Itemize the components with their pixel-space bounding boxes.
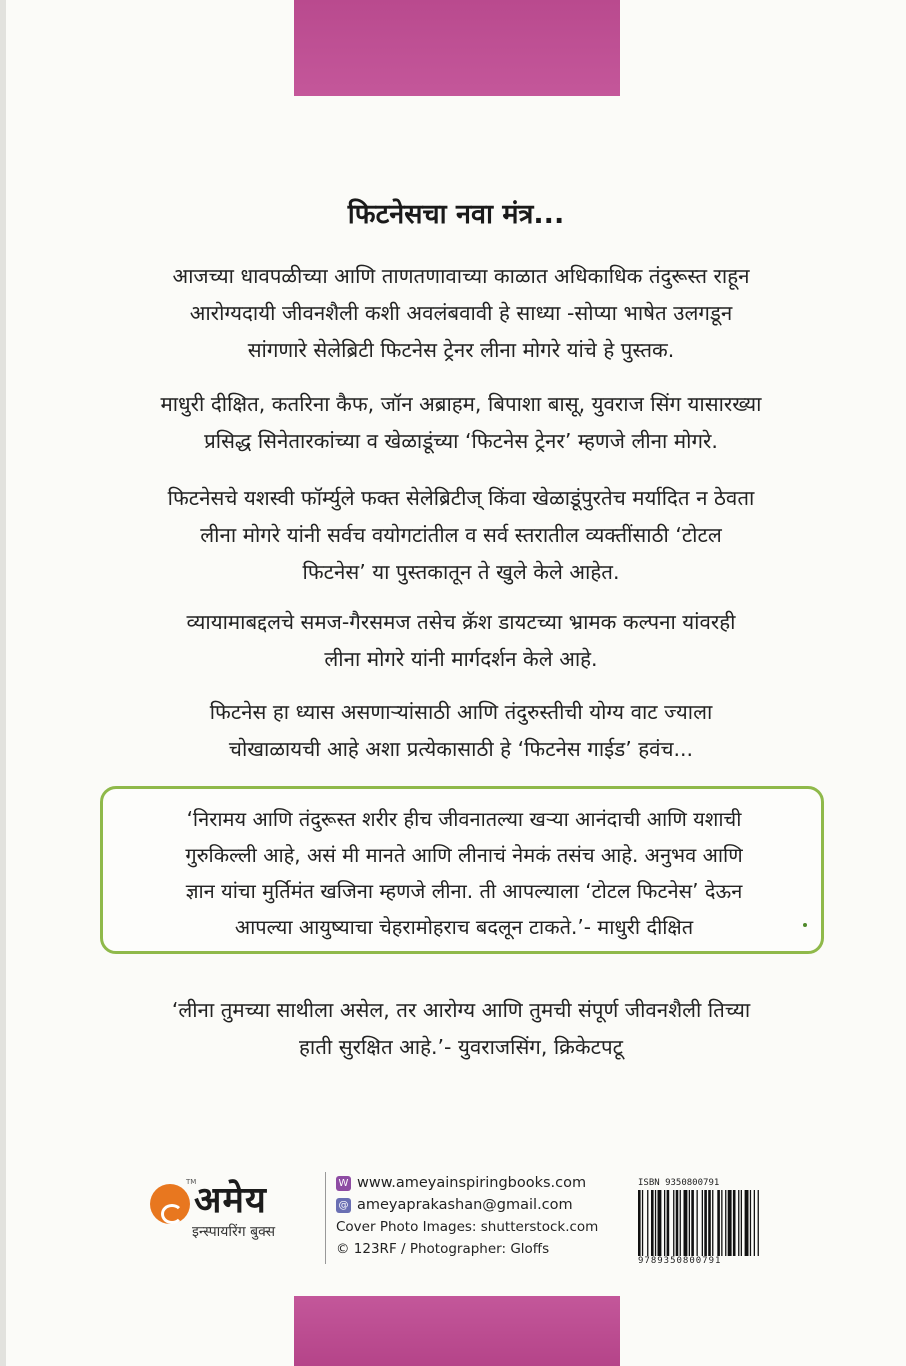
barcode-bar xyxy=(725,1190,726,1256)
isbn-barcode-block xyxy=(636,1180,806,1270)
testimonial-line: ‘लीना तुमच्या साथीला असेल, तर आरोग्य आणि तुमची संपूर्ण जीवनशैली तिच्या xyxy=(171,998,751,1022)
vertical-divider xyxy=(325,1172,326,1264)
testimonial-line: ‘निरामय आणि तंदुरूस्त शरीर हीच जीवनातल्या खऱ्या आनंदाची आणि यशाची xyxy=(186,807,742,831)
barcode-bar xyxy=(664,1190,665,1256)
barcode-bar xyxy=(728,1190,732,1256)
bottom-color-band xyxy=(294,1296,620,1366)
barcode-bar xyxy=(754,1190,755,1256)
testimonial-line: आपल्या आयुष्याचा चेहरामोहराच बदलून टाकते.’- माधुरी दीक्षित xyxy=(234,915,694,939)
blurb-paragraph-1 xyxy=(86,258,836,369)
barcode-bar xyxy=(750,1190,751,1256)
publisher-tagline: इन्स्पायरिंग बुक्स xyxy=(192,1224,276,1240)
second-testimonial xyxy=(86,992,836,1066)
blurb-line: लीना मोगरे यांनी सर्वच वयोगटांतील व सर्व स्तरातील व्यक्तींसाठी ‘टोटल xyxy=(200,523,722,547)
barcode-bar xyxy=(738,1190,739,1256)
barcode-bar xyxy=(741,1190,742,1256)
barcode-bar xyxy=(689,1190,690,1256)
barcode-bar xyxy=(676,1190,679,1256)
barcode-bar xyxy=(733,1190,736,1256)
at-icon: @ xyxy=(336,1198,351,1213)
blurb-paragraph-3 xyxy=(86,480,836,591)
blurb-paragraph-5 xyxy=(86,694,836,768)
blurb-line: व्यायामाबद्दलचे समज-गैरसमज तसेच क्रॅश डायटच्या भ्रामक कल्पना यांवरही xyxy=(186,610,736,634)
testimonial-text xyxy=(119,801,809,945)
barcode-bar xyxy=(684,1190,688,1256)
barcode-bar xyxy=(704,1190,707,1256)
testimonial-line: गुरुकिल्ली आहे, असं मी मानते आणि लीनाचं नेमकं तसंच आहे. अनुभव आणि xyxy=(185,843,743,867)
barcode-bar xyxy=(658,1190,662,1256)
barcode xyxy=(636,1190,804,1258)
barcode-bar xyxy=(691,1190,694,1256)
blurb-line: आरोग्यदायी जीवनशैली कशी अवलंबवावी हे साध्या -सोप्या भाषेत उलगडून xyxy=(189,301,733,325)
blurb-line: प्रसिद्ध सिनेतारकांच्या व खेळाडूंच्या ‘फिटनेस ट्रेनर’ म्हणजे लीना मोगरे. xyxy=(204,429,718,453)
blurb-line: सांगणारे सेलेब्रिटी फिटनेस ट्रेनर लीना मोगरे यांचे हे पुस्तक. xyxy=(247,338,675,362)
publisher-contacts xyxy=(336,1172,626,1260)
web-icon: W xyxy=(336,1176,351,1191)
blurb-line: फिटनेस हा ध्यास असणाऱ्यांसाठी आणि तंदुरुस्तीची योग्य वाट ज्याला xyxy=(209,700,713,724)
testimonial-box xyxy=(100,786,824,954)
email-link[interactable]: ameyaprakashan@gmail.com xyxy=(357,1197,573,1213)
logo-swirl-mark xyxy=(161,1204,183,1224)
photo-credit-line: Cover Photo Images: shutterstock.com xyxy=(336,1219,599,1235)
photographer-credit-line: © 123RF / Photographer: Gloffs xyxy=(336,1241,550,1257)
blurb-line: फिटनेस’ या पुस्तकातून ते खुले केले आहेत. xyxy=(302,560,620,584)
ameya-swirl-logo-icon xyxy=(150,1184,190,1224)
website-row xyxy=(336,1172,626,1194)
barcode-bar xyxy=(673,1190,674,1256)
blurb-paragraph-2 xyxy=(86,386,836,460)
blurb-line: माधुरी दीक्षित, कतरिना कैफ, जॉन अब्राहम, बिपाशा बासू, युवराज सिंग यासारख्या xyxy=(160,392,762,416)
barcode-bar xyxy=(651,1190,654,1256)
barcode-bar xyxy=(697,1190,698,1256)
blurb-paragraph-4 xyxy=(86,604,836,678)
blurb-line: चोखाळायची आहे अशा प्रत्येकासाठी हे ‘फिटनेस गाईड’ हवंच... xyxy=(228,737,694,761)
decorative-dot xyxy=(803,923,807,927)
trademark-symbol: TM xyxy=(186,1178,197,1186)
barcode-bar xyxy=(721,1190,722,1256)
testimonial-line: हाती सुरक्षित आहे.’- युवराजसिंग, क्रिकेटपटू xyxy=(299,1035,623,1059)
cover-heading: फिटनेसचा नवा मंत्र... xyxy=(347,199,565,230)
testimonial-line: ज्ञान यांचा मुर्तिमंत खजिना म्हणजे लीना. ती आपल्याला ‘टोटल फिटनेस’ देऊन xyxy=(185,879,743,903)
barcode-bar xyxy=(680,1190,681,1256)
barcode-bar xyxy=(638,1190,641,1256)
blurb-line: लीना मोगरे यांनी मार्गदर्शन केले आहे. xyxy=(324,647,598,671)
publisher-name: अमेय xyxy=(194,1180,267,1221)
barcode-bar xyxy=(647,1190,648,1256)
barcode-bar xyxy=(717,1190,720,1256)
barcode-bar xyxy=(702,1190,703,1256)
barcode-bar xyxy=(712,1190,713,1256)
barcode-bar xyxy=(758,1190,759,1256)
blurb-line: फिटनेसचे यशस्वी फॉर्म्युले फक्त सेलेब्रिटीज् किंवा खेळाडूंपुरतेच मर्यादित न ठेवता xyxy=(167,486,755,510)
top-color-band xyxy=(294,0,620,96)
barcode-bar xyxy=(745,1190,749,1256)
barcode-digits: 9789350800791 xyxy=(638,1256,722,1266)
blurb-line: आजच्या धावपळीच्या आणि ताणतणावाच्या काळात अधिकाधिक तंदुरूस्त राहून xyxy=(172,264,750,288)
barcode-bar xyxy=(667,1190,670,1256)
barcode-bar xyxy=(642,1190,643,1256)
website-link[interactable]: www.ameyainspiringbooks.com xyxy=(357,1175,587,1191)
email-row xyxy=(336,1194,626,1216)
barcode-bar xyxy=(708,1190,711,1256)
barcode-bar xyxy=(655,1190,656,1256)
publisher-logo xyxy=(146,1172,326,1272)
isbn-label: ISBN 9350800791 xyxy=(638,1178,720,1188)
